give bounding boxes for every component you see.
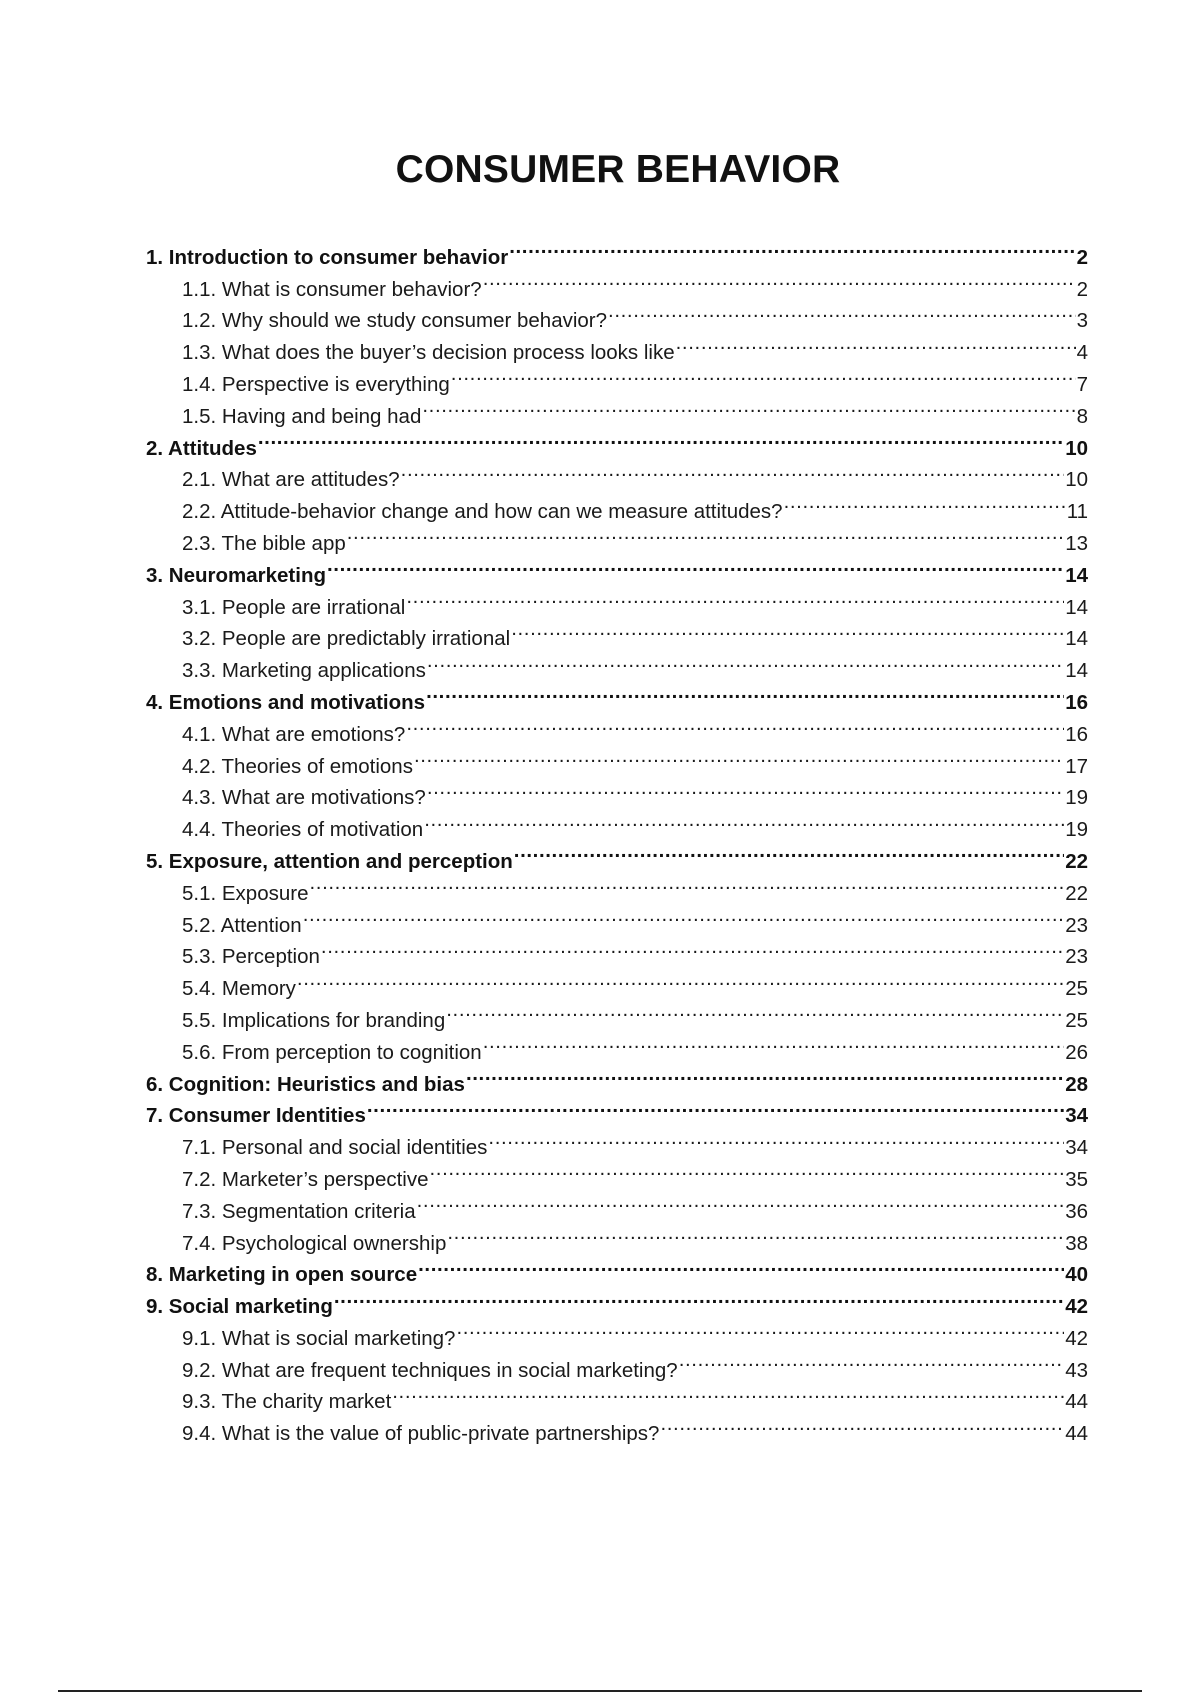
toc-dot-leader	[422, 391, 1075, 423]
toc-entry-label: 4.2. Theories of emotions	[182, 754, 413, 778]
toc-entry-label: 5.5. Implications for branding	[182, 1008, 446, 1032]
toc-entry-label: 5.3. Perception	[182, 945, 320, 969]
toc-page-number: 2	[1076, 277, 1088, 301]
toc-entry-label: 7.2. Marketer’s perspective	[182, 1167, 429, 1191]
toc-page-number: 14	[1065, 659, 1088, 683]
toc-entry-label: 9.3. The charity market	[182, 1390, 392, 1414]
toc-dot-leader	[414, 741, 1064, 773]
toc-page-number: 44	[1065, 1390, 1088, 1414]
toc-chapter-entry[interactable]	[146, 232, 1088, 269]
toc-page-number: 22	[1065, 849, 1088, 873]
toc-entry-label: 2. Attitudes	[146, 436, 257, 460]
toc-page-number: 25	[1065, 977, 1088, 1001]
toc-entry-label: 2.1. What are attitudes?	[182, 468, 400, 492]
toc-page-number: 13	[1065, 531, 1088, 555]
table-of-contents	[146, 232, 1088, 1446]
toc-dot-leader	[488, 1122, 1064, 1154]
toc-entry-label: 2.2. Attitude-behavior change and how can we measure attitudes?	[182, 500, 783, 524]
toc-dot-leader	[679, 1345, 1064, 1377]
toc-dot-leader	[509, 232, 1075, 264]
toc-dot-leader	[514, 836, 1064, 868]
toc-dot-leader	[784, 486, 1066, 518]
toc-dot-leader	[406, 582, 1064, 614]
toc-page-number: 35	[1065, 1167, 1088, 1191]
toc-page-number: 38	[1065, 1231, 1088, 1255]
toc-page-number: 42	[1065, 1295, 1088, 1319]
toc-page-number: 36	[1065, 1199, 1088, 1223]
toc-entry-label: 1.3. What does the buyer’s decision process looks like	[182, 341, 675, 365]
toc-page-number: 19	[1065, 818, 1088, 842]
toc-dot-leader	[446, 995, 1064, 1027]
toc-entry-label: 7. Consumer Identities	[146, 1104, 366, 1128]
toc-page-number: 2	[1076, 245, 1088, 269]
toc-dot-leader	[401, 455, 1065, 487]
toc-dot-leader	[456, 1313, 1064, 1345]
toc-dot-leader	[430, 1154, 1065, 1186]
toc-dot-leader	[447, 1218, 1064, 1250]
toc-dot-leader	[258, 423, 1064, 455]
toc-dot-leader	[451, 359, 1076, 391]
toc-entry-label: 5.4. Memory	[182, 977, 296, 1001]
toc-entry-label: 4.1. What are emotions?	[182, 722, 406, 746]
toc-page-number: 19	[1065, 786, 1088, 810]
toc-dot-leader	[427, 773, 1064, 805]
toc-dot-leader	[418, 1250, 1064, 1282]
toc-entry-label: 7.1. Personal and social identities	[182, 1136, 488, 1160]
toc-page-number: 43	[1065, 1358, 1088, 1382]
toc-dot-leader	[511, 614, 1064, 646]
toc-page-number: 25	[1065, 1008, 1088, 1032]
toc-entry-label: 9.2. What are frequent techniques in social marketing?	[182, 1358, 678, 1382]
toc-entry-label: 1.5. Having and being had	[182, 404, 422, 428]
toc-entry-label: 3.3. Marketing applications	[182, 659, 426, 683]
toc-entry-label: 8. Marketing in open source	[146, 1263, 418, 1287]
toc-entry-label: 1.4. Perspective is everything	[182, 372, 450, 396]
toc-dot-leader	[392, 1377, 1064, 1409]
toc-dot-leader	[608, 296, 1076, 328]
toc-entry-label: 4.4. Theories of motivation	[182, 818, 424, 842]
toc-page-number: 22	[1065, 881, 1088, 905]
toc-page-number: 16	[1065, 690, 1088, 714]
toc-page-number: 14	[1065, 563, 1088, 587]
toc-dot-leader	[367, 1091, 1064, 1123]
toc-dot-leader	[483, 264, 1076, 296]
toc-dot-leader	[297, 963, 1064, 995]
toc-page-number: 11	[1066, 500, 1088, 524]
toc-page-number: 8	[1076, 404, 1088, 428]
toc-entry-label: 7.3. Segmentation criteria	[182, 1199, 416, 1223]
toc-page-number: 14	[1065, 595, 1088, 619]
toc-entry-label: 4. Emotions and motivations	[146, 690, 426, 714]
toc-dot-leader	[426, 677, 1064, 709]
toc-dot-leader	[676, 327, 1076, 359]
toc-page-number: 3	[1076, 309, 1088, 333]
toc-dot-leader	[303, 900, 1065, 932]
toc-dot-leader	[424, 804, 1064, 836]
toc-dot-leader	[321, 932, 1064, 964]
toc-section-entry[interactable]	[146, 455, 1088, 492]
page-title: CONSUMER BEHAVIOR	[395, 148, 841, 191]
toc-page-number: 14	[1065, 627, 1088, 651]
toc-dot-leader	[347, 518, 1064, 550]
toc-dot-leader	[334, 1281, 1064, 1313]
toc-dot-leader	[406, 709, 1064, 741]
toc-entry-label: 9.1. What is social marketing?	[182, 1326, 456, 1350]
toc-page-number: 10	[1065, 468, 1088, 492]
toc-page-number: 40	[1065, 1263, 1088, 1287]
toc-page-number: 4	[1076, 341, 1088, 365]
toc-entry-label: 5. Exposure, attention and perception	[146, 849, 513, 873]
toc-entry-label: 7.4. Psychological ownership	[182, 1231, 447, 1255]
toc-entry-label: 3.2. People are predictably irrational	[182, 627, 511, 651]
toc-dot-leader	[483, 1027, 1064, 1059]
toc-page-number: 28	[1065, 1072, 1088, 1096]
toc-page-number: 23	[1065, 913, 1088, 937]
toc-page-number: 44	[1065, 1422, 1088, 1446]
toc-page-number: 34	[1065, 1136, 1088, 1160]
toc-entry-label: 1.2. Why should we study consumer behavior?	[182, 309, 608, 333]
toc-page-number: 23	[1065, 945, 1088, 969]
toc-dot-leader	[327, 550, 1064, 582]
toc-dot-leader	[417, 1186, 1065, 1218]
toc-page-number: 34	[1065, 1104, 1088, 1128]
footer-divider	[58, 1690, 1142, 1692]
toc-page-number: 7	[1076, 372, 1088, 396]
toc-dot-leader	[466, 1059, 1064, 1091]
toc-entry-label: 6. Cognition: Heuristics and bias	[146, 1072, 465, 1096]
toc-entry-label: 9. Social marketing	[146, 1295, 333, 1319]
toc-page-number: 17	[1065, 754, 1088, 778]
toc-entry-label: 1.1. What is consumer behavior?	[182, 277, 482, 301]
toc-page-number: 42	[1065, 1326, 1088, 1350]
toc-entry-label: 3. Neuromarketing	[146, 563, 326, 587]
toc-page-number: 16	[1065, 722, 1088, 746]
toc-entry-label: 9.4. What is the value of public-private partnerships?	[182, 1422, 660, 1446]
toc-page-number: 26	[1065, 1040, 1088, 1064]
toc-dot-leader	[310, 868, 1065, 900]
toc-entry-label: 3.1. People are irrational	[182, 595, 406, 619]
toc-entry-label: 5.6. From perception to cognition	[182, 1040, 482, 1064]
toc-entry-label: 5.1. Exposure	[182, 881, 309, 905]
toc-dot-leader	[660, 1408, 1064, 1440]
toc-chapter-entry[interactable]	[146, 423, 1088, 460]
toc-entry-label: 2.3. The bible app	[182, 531, 346, 555]
toc-dot-leader	[427, 645, 1064, 677]
toc-entry-label: 1. Introduction to consumer behavior	[146, 245, 509, 269]
toc-entry-label: 5.2. Attention	[182, 913, 302, 937]
toc-page-number: 10	[1065, 436, 1088, 460]
toc-entry-label: 4.3. What are motivations?	[182, 786, 426, 810]
